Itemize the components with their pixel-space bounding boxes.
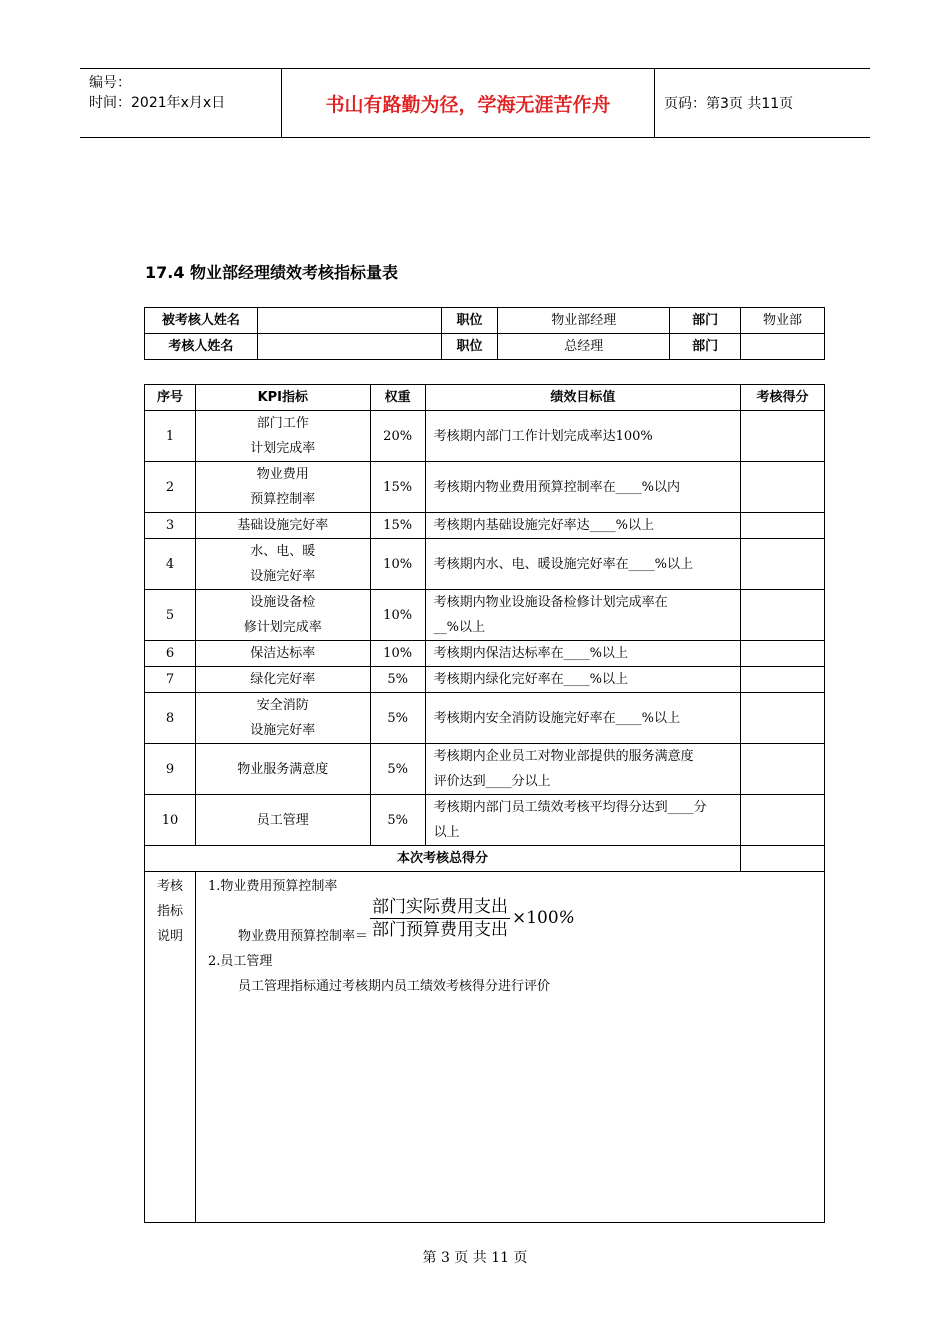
table-row	[145, 462, 825, 513]
kpi-name: 员工管理	[195, 795, 370, 846]
kpi-name	[195, 693, 370, 744]
info-label: 考核人姓名	[145, 334, 258, 360]
row-number: 4	[145, 539, 196, 590]
score-cell[interactable]	[741, 744, 825, 795]
weight: 20%	[370, 411, 425, 462]
score-cell[interactable]	[741, 795, 825, 846]
note-item-1: 1.物业费用预算控制率	[207, 879, 338, 894]
notes-label-line: 指标	[156, 904, 183, 919]
row-number: 8	[145, 693, 196, 744]
notes-label-line: 说明	[156, 929, 183, 944]
score-cell[interactable]	[741, 590, 825, 641]
weight: 15%	[370, 513, 425, 539]
row-number: 1	[145, 411, 196, 462]
kpi-name: 保洁达标率	[195, 641, 370, 667]
target-value	[425, 795, 740, 846]
info-label: 职位	[441, 334, 498, 360]
weight: 5%	[370, 795, 425, 846]
target-line: __%以上	[433, 620, 485, 635]
weight: 10%	[370, 641, 425, 667]
total-row	[145, 846, 825, 872]
table-row	[145, 513, 825, 539]
total-score-label: 本次考核总得分	[145, 846, 741, 872]
info-value: 总经理	[498, 334, 670, 360]
header-meta	[80, 69, 282, 137]
page-footer: 第 3 页 共 11 页	[422, 1250, 528, 1266]
kpi-name-line: 设施完好率	[250, 723, 316, 738]
info-row	[145, 334, 825, 360]
score-cell[interactable]	[741, 411, 825, 462]
table-row	[145, 539, 825, 590]
document-header	[80, 68, 870, 138]
kpi-name: 基础设施完好率	[195, 513, 370, 539]
row-number: 9	[145, 744, 196, 795]
kpi-name-line: 安全消防	[256, 698, 309, 713]
row-number: 10	[145, 795, 196, 846]
info-value	[257, 308, 441, 334]
kpi-name	[195, 462, 370, 513]
formula-mul-text: ×100	[511, 908, 559, 928]
table-row	[145, 744, 825, 795]
target-value	[425, 744, 740, 795]
number-label: 编号：	[89, 75, 131, 91]
page-label: 页码：第3页 共11页	[664, 96, 794, 112]
info-value: 物业部经理	[498, 308, 670, 334]
weight: 10%	[370, 539, 425, 590]
column-header: 序号	[145, 385, 196, 411]
formula	[208, 899, 820, 949]
kpi-name: 绿化完好率	[195, 667, 370, 693]
info-table	[144, 307, 825, 360]
weight: 5%	[370, 667, 425, 693]
kpi-table	[144, 384, 825, 1223]
motto: 书山有路勤为径，学海无涯苦作舟	[282, 69, 655, 137]
info-label: 职位	[441, 308, 498, 334]
formula-fraction	[370, 896, 510, 941]
kpi-name-line: 预算控制率	[250, 492, 316, 507]
target-line: 以上	[433, 825, 460, 840]
time-label: 时间：2021年x月x日	[89, 95, 226, 111]
table-row	[145, 667, 825, 693]
target-value: 考核期内安全消防设施完好率在____%以上	[425, 693, 740, 744]
notes-row	[145, 872, 825, 1223]
row-number: 5	[145, 590, 196, 641]
info-value	[257, 334, 441, 360]
info-label: 部门	[670, 308, 741, 334]
target-line: 考核期内物业设施设备检修计划完成率在	[433, 595, 668, 610]
table-row	[145, 795, 825, 846]
formula-numerator: 部门实际费用支出	[371, 897, 508, 917]
table-row	[145, 693, 825, 744]
info-value: 物业部	[741, 308, 825, 334]
column-header: 考核得分	[741, 385, 825, 411]
column-header: KPI指标	[195, 385, 370, 411]
weight: 5%	[370, 744, 425, 795]
column-header: 绩效目标值	[425, 385, 740, 411]
notes-body	[195, 872, 824, 1223]
table-row	[145, 590, 825, 641]
kpi-name-line: 设施完好率	[250, 569, 316, 584]
target-value: 考核期内保洁达标率在____%以上	[425, 641, 740, 667]
notes-label-line: 考核	[156, 879, 183, 894]
target-value: 考核期内物业费用预算控制率在____%以内	[425, 462, 740, 513]
score-cell[interactable]	[741, 667, 825, 693]
kpi-name-line: 计划完成率	[250, 441, 316, 456]
kpi-name-line: 水、电、暖	[250, 544, 316, 559]
kpi-name: 物业服务满意度	[195, 744, 370, 795]
total-score-cell[interactable]	[741, 846, 825, 872]
info-label: 部门	[670, 334, 741, 360]
target-value: 考核期内绿化完好率在____%以上	[425, 667, 740, 693]
target-line: 评价达到____分以上	[433, 774, 551, 789]
score-cell[interactable]	[741, 641, 825, 667]
info-label: 被考核人姓名	[145, 308, 258, 334]
page-title: 17.4 物业部经理绩效考核指标量表	[145, 263, 399, 282]
info-row	[145, 308, 825, 334]
kpi-name-line: 设施设备检	[250, 595, 316, 610]
score-cell[interactable]	[741, 513, 825, 539]
kpi-name	[195, 539, 370, 590]
weight: 5%	[370, 693, 425, 744]
score-cell[interactable]	[741, 539, 825, 590]
row-number: 7	[145, 667, 196, 693]
notes-label	[145, 872, 196, 1223]
target-line: 考核期内企业员工对物业部提供的服务满意度	[433, 749, 694, 764]
weight: 10%	[370, 590, 425, 641]
formula-lhs: 物业费用预算控制率＝	[237, 929, 368, 944]
target-value: 考核期内基础设施完好率达____%以上	[425, 513, 740, 539]
kpi-name-line: 物业费用	[256, 467, 309, 482]
formula-multiplier	[512, 906, 575, 931]
kpi-name-line: 部门工作	[256, 416, 309, 431]
target-line: 考核期内部门员工绩效考核平均得分达到____分	[433, 800, 707, 815]
row-number: 2	[145, 462, 196, 513]
table-row	[145, 411, 825, 462]
kpi-name	[195, 411, 370, 462]
kpi-header-row	[145, 385, 825, 411]
target-value: 考核期内部门工作计划完成率达100%	[425, 411, 740, 462]
note-item-2: 2.员工管理	[207, 954, 273, 969]
table-row	[145, 641, 825, 667]
kpi-name-line: 修计划完成率	[243, 620, 322, 635]
target-value	[425, 590, 740, 641]
row-number: 3	[145, 513, 196, 539]
row-number: 6	[145, 641, 196, 667]
info-value	[741, 334, 825, 360]
weight: 15%	[370, 462, 425, 513]
formula-denominator: 部门预算费用支出	[371, 920, 508, 940]
target-value: 考核期内水、电、暖设施完好率在____%以上	[425, 539, 740, 590]
score-cell[interactable]	[741, 693, 825, 744]
column-header: 权重	[370, 385, 425, 411]
note-item-2-text: 员工管理指标通过考核期内员工绩效考核得分进行评价	[237, 979, 550, 994]
kpi-name	[195, 590, 370, 641]
score-cell[interactable]	[741, 462, 825, 513]
formula-percent: %	[558, 908, 575, 928]
